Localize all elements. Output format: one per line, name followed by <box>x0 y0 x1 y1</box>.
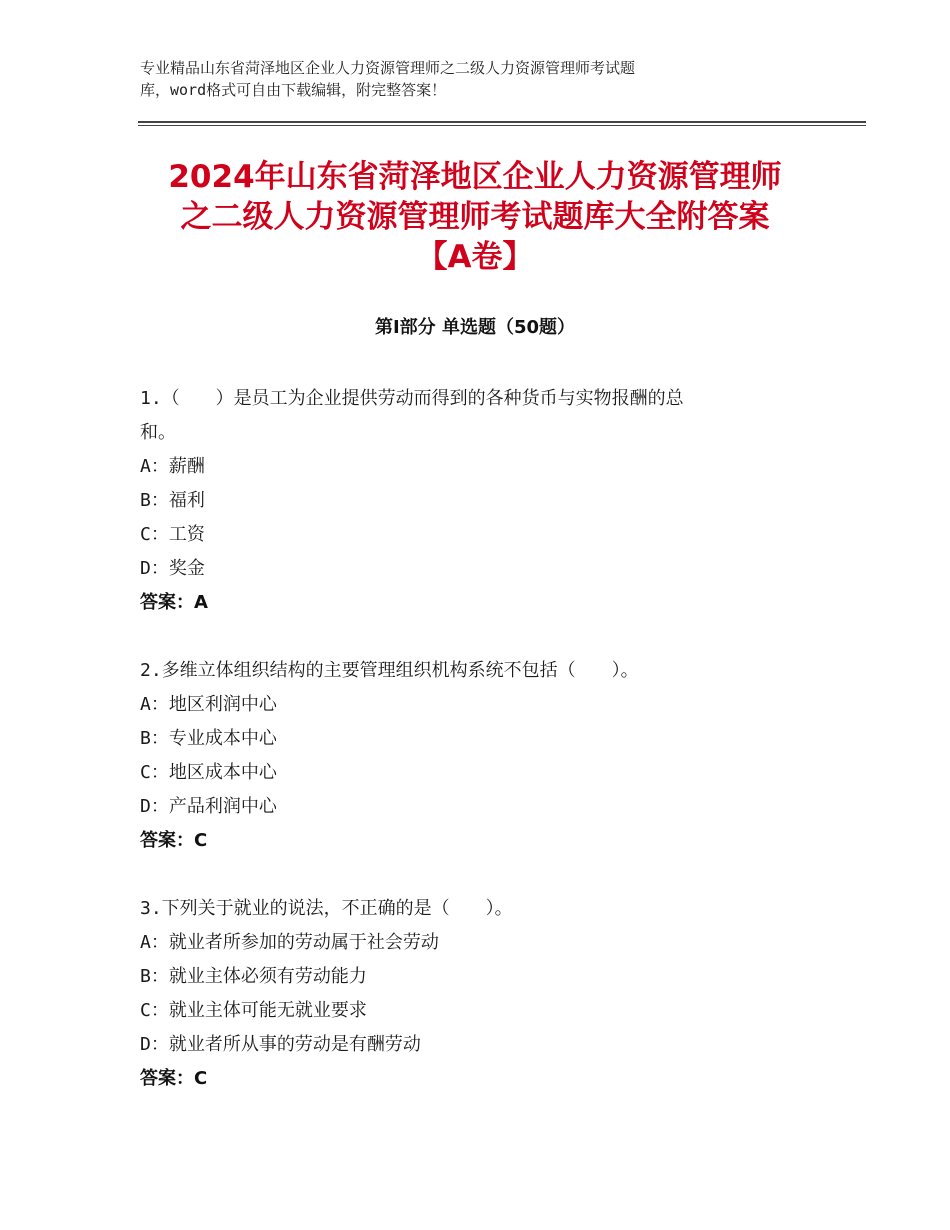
question-3 <box>140 892 820 1096</box>
option-c: C：地区成本中心 <box>140 762 277 783</box>
option-b: B：福利 <box>140 490 205 511</box>
header-divider-thin <box>138 125 866 126</box>
header-note-line2: 库，word格式可自由下载编辑，附完整答案！ <box>140 81 447 99</box>
document-title-line2: 之二级人力资源管理师考试题库大全附答案 <box>180 199 770 235</box>
answer: 答案：C <box>140 1068 208 1089</box>
option-d: D：产品利润中心 <box>140 796 277 817</box>
document-title-line1: 2024年山东省菏泽地区企业人力资源管理师 <box>168 159 782 195</box>
answer: 答案：C <box>140 830 208 851</box>
question-stem-line2: 和。 <box>140 422 176 443</box>
document-title-line3: 【A卷】 <box>416 239 534 275</box>
question-stem <box>140 382 820 450</box>
question-2 <box>140 654 820 858</box>
section-title: 第Ⅰ部分 单选题（50题） <box>374 317 575 338</box>
option-d: D：奖金 <box>140 558 205 579</box>
option-a: A：薪酬 <box>140 456 205 477</box>
document-title <box>100 157 850 277</box>
question-1 <box>140 382 820 620</box>
header-note <box>140 57 780 101</box>
question-stem-line1: 1.（ ）是员工为企业提供劳动而得到的各种货币与实物报酬的总 <box>140 388 684 409</box>
option-c: C：工资 <box>140 524 205 545</box>
header-divider <box>138 121 866 123</box>
question-stem-line1: 2.多维立体组织结构的主要管理组织机构系统不包括（ ）。 <box>140 660 639 681</box>
option-a: A：就业者所参加的劳动属于社会劳动 <box>140 932 439 953</box>
question-stem <box>140 654 820 688</box>
question-list <box>140 382 820 1130</box>
option-b: B：专业成本中心 <box>140 728 277 749</box>
option-b: B：就业主体必须有劳动能力 <box>140 966 367 987</box>
option-a: A：地区利润中心 <box>140 694 277 715</box>
question-stem <box>140 892 820 926</box>
answer: 答案：A <box>140 592 208 613</box>
option-c: C：就业主体可能无就业要求 <box>140 1000 367 1021</box>
header-note-line1: 专业精品山东省菏泽地区企业人力资源管理师之二级人力资源管理师考试题 <box>140 59 636 77</box>
option-d: D：就业者所从事的劳动是有酬劳动 <box>140 1034 421 1055</box>
question-stem-line1: 3.下列关于就业的说法，不正确的是（ ）。 <box>140 898 513 919</box>
